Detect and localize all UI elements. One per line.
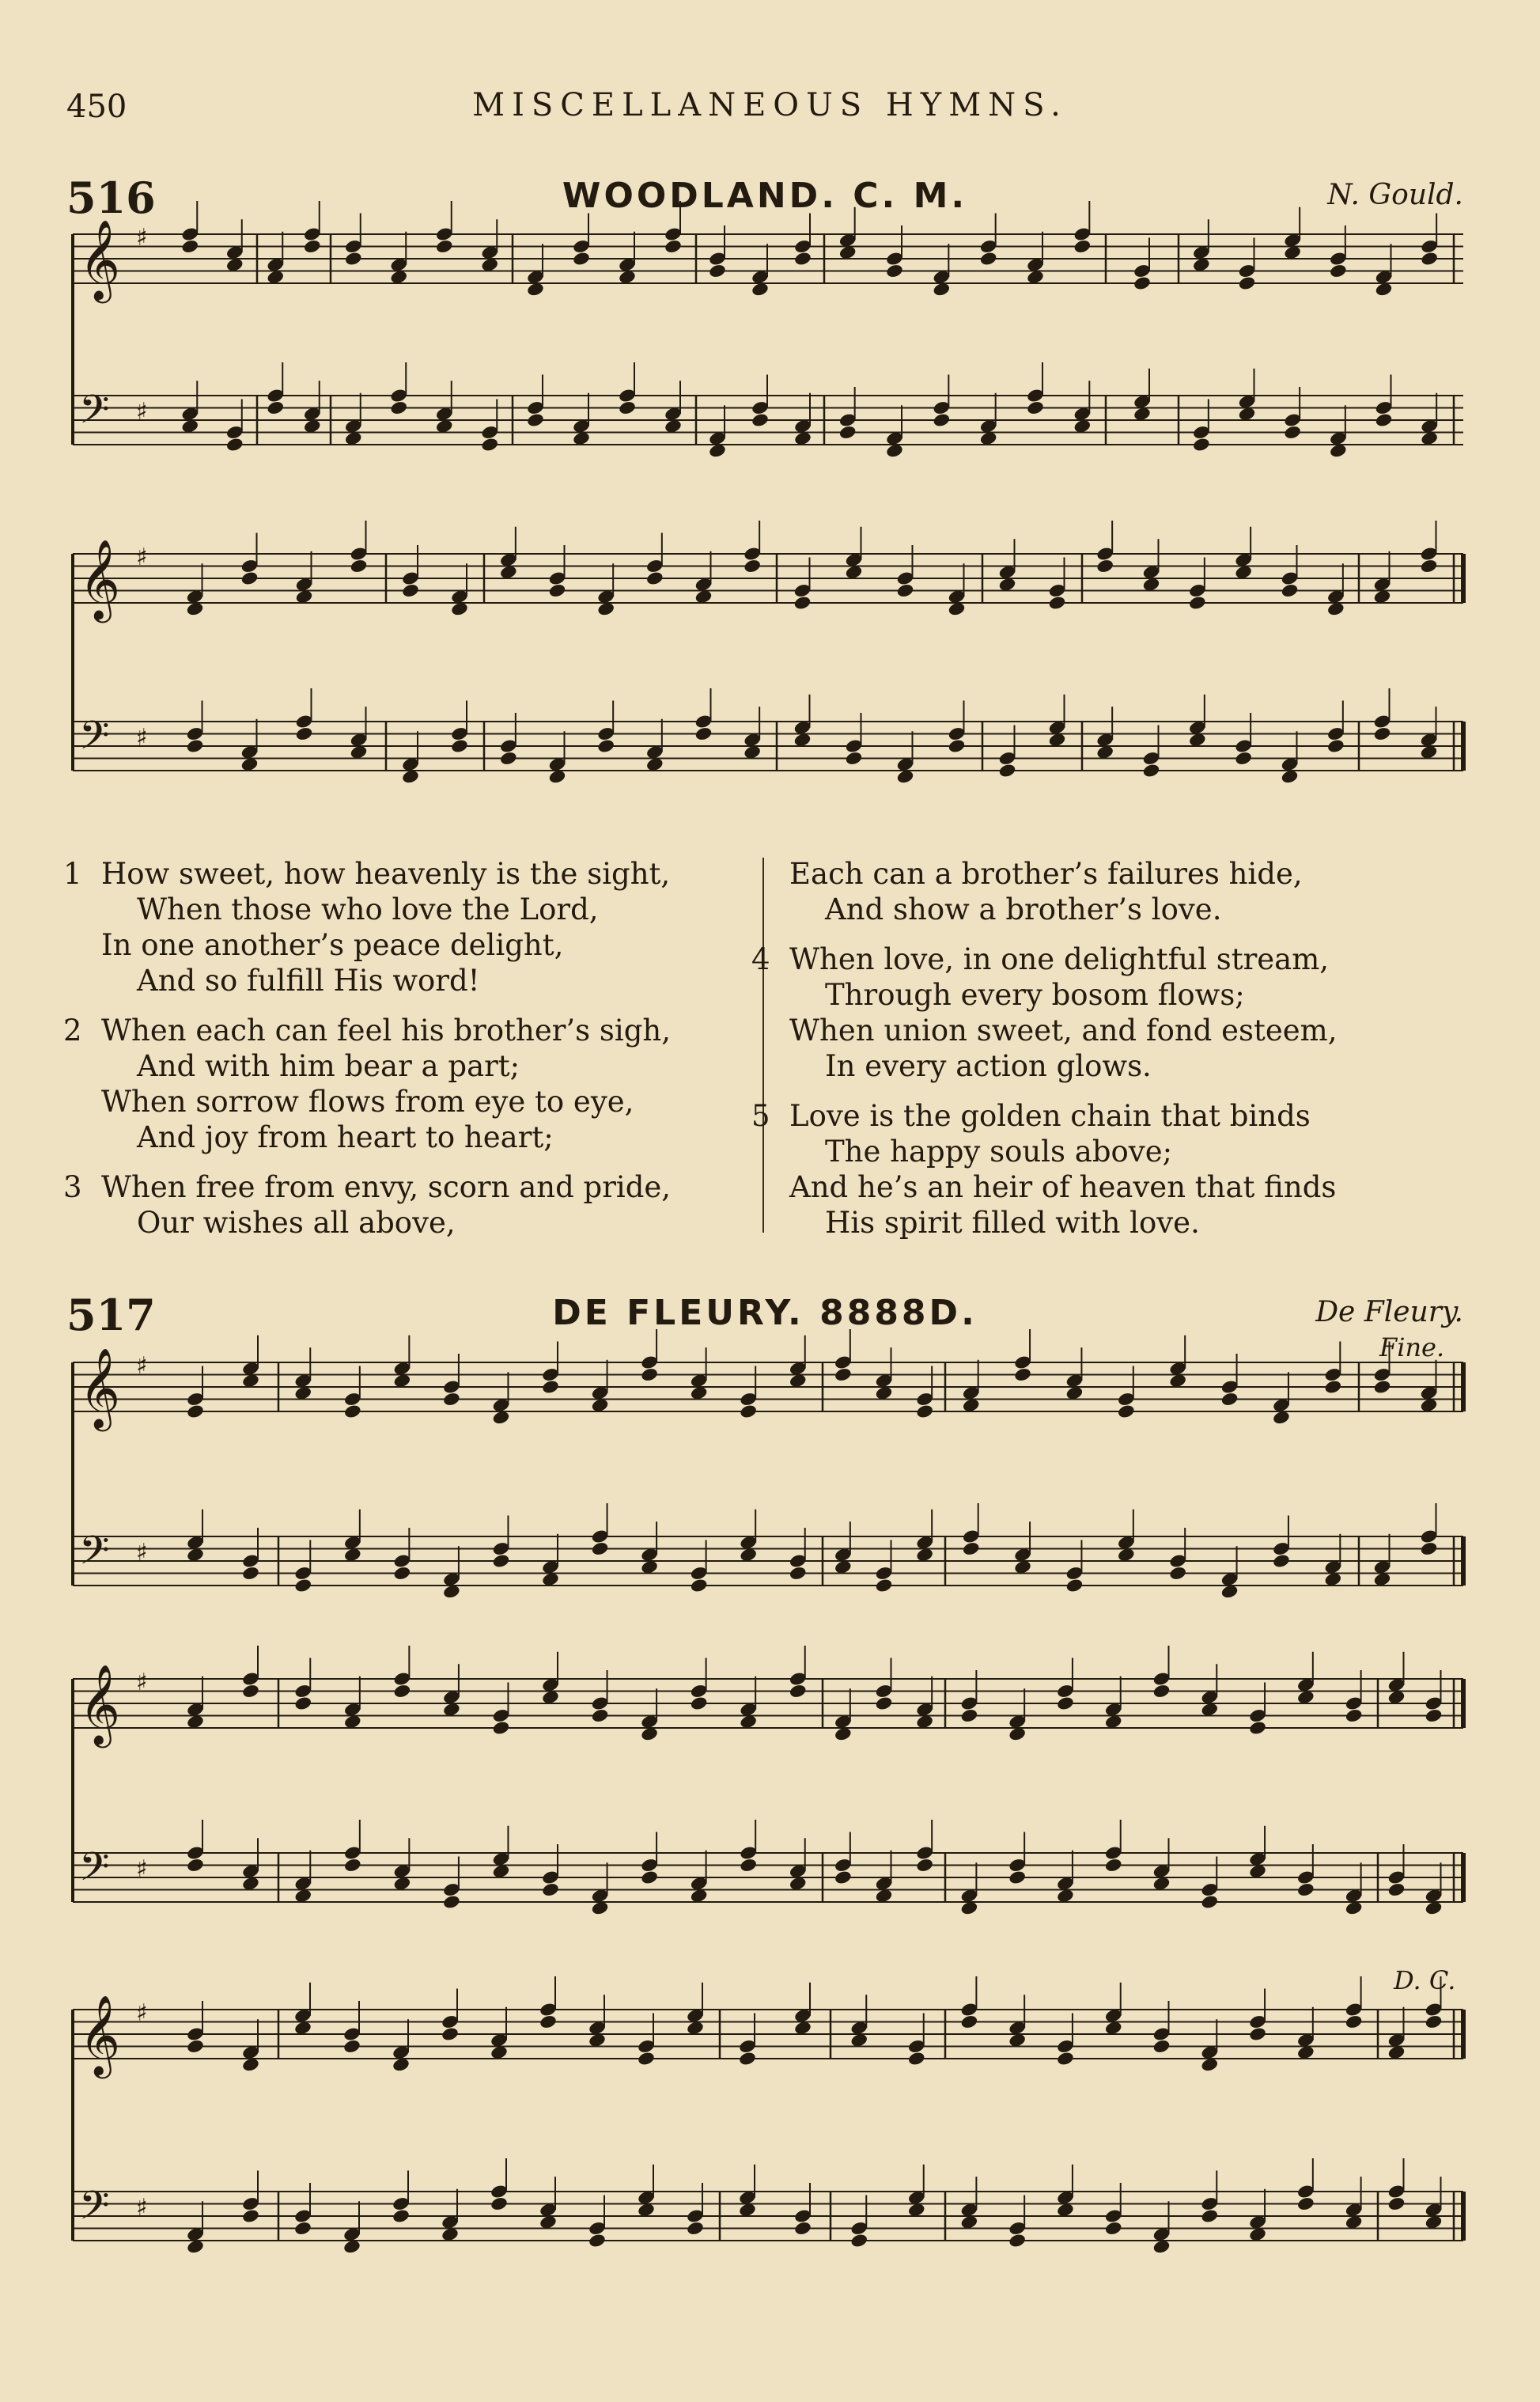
note-head bbox=[393, 1566, 412, 1582]
note-head bbox=[1073, 239, 1092, 255]
note-head bbox=[241, 1566, 260, 1582]
note-head bbox=[743, 559, 762, 574]
verse-line: Each can a brother’s failures hide, bbox=[789, 857, 1303, 891]
note-head bbox=[708, 263, 727, 279]
note-head bbox=[1425, 1708, 1444, 1724]
note-head bbox=[225, 437, 244, 453]
note-head bbox=[293, 1578, 312, 1593]
note-head bbox=[572, 251, 591, 267]
note-head bbox=[293, 2221, 312, 2237]
note-head bbox=[1192, 437, 1211, 453]
note-head bbox=[1234, 751, 1253, 767]
note-head bbox=[1387, 2196, 1406, 2212]
note-head bbox=[1188, 595, 1207, 611]
stanza-4 bbox=[751, 941, 1454, 1084]
tune-title: WOODLAND. C. M. bbox=[562, 176, 968, 216]
note-head bbox=[591, 1708, 610, 1724]
sharp-icon: ♯ bbox=[136, 1352, 148, 1380]
note-head bbox=[875, 1695, 894, 1711]
stanza-number: 3 bbox=[63, 1170, 82, 1204]
note-head bbox=[441, 2026, 460, 2042]
stanza-2 bbox=[63, 1013, 728, 1155]
composer: N. Gould. bbox=[1327, 179, 1463, 211]
note-head bbox=[1375, 412, 1394, 428]
verse-line: When sorrow flows from eye to eye, bbox=[101, 1085, 634, 1119]
note-head bbox=[618, 400, 637, 416]
note-head bbox=[442, 1894, 461, 1910]
note-head bbox=[849, 2233, 868, 2249]
verse-line: Our wishes all above, bbox=[137, 1206, 456, 1240]
note-head bbox=[548, 583, 567, 599]
note-head bbox=[480, 437, 499, 453]
note-head bbox=[1248, 2026, 1267, 2042]
note-head bbox=[393, 1684, 412, 1699]
stanza-number: 4 bbox=[751, 942, 770, 976]
treble-clef-icon: 𝄞 bbox=[79, 1347, 121, 1428]
fine-marking: Fine. bbox=[1379, 1332, 1445, 1362]
note-head bbox=[637, 2051, 656, 2067]
note-head bbox=[793, 251, 812, 267]
note-head bbox=[1420, 559, 1439, 574]
note-head bbox=[690, 1695, 709, 1711]
note-head bbox=[885, 263, 904, 279]
stanza-number: 5 bbox=[751, 1099, 770, 1133]
note-head bbox=[401, 583, 420, 599]
note-head bbox=[960, 2014, 979, 2030]
note-head bbox=[998, 763, 1017, 779]
column-divider bbox=[762, 858, 764, 1233]
verse-line: Through every bosom flows; bbox=[825, 978, 1245, 1012]
note-head bbox=[1048, 595, 1067, 611]
treble-clef-icon: 𝄞 bbox=[79, 1663, 121, 1745]
sharp-icon: ♯ bbox=[136, 224, 148, 252]
note-head bbox=[1117, 1404, 1136, 1419]
verse-line: And he’s an heir of heaven that finds bbox=[789, 1170, 1337, 1204]
note-head bbox=[492, 1553, 511, 1569]
note-head bbox=[896, 583, 915, 599]
sharp-icon: ♯ bbox=[136, 398, 148, 426]
note-head bbox=[392, 2208, 411, 2224]
note-head bbox=[690, 1578, 709, 1593]
tune-title: DE FLEURY. 8888D. bbox=[552, 1293, 978, 1333]
verse-line: 5 Love is the golden chain that binds bbox=[751, 1099, 1311, 1133]
sharp-icon: ♯ bbox=[136, 544, 148, 571]
note-head bbox=[344, 251, 363, 267]
stanza-number: 1 bbox=[63, 857, 82, 891]
dc-marking: D. C. bbox=[1394, 1965, 1456, 1995]
verse-column-right bbox=[751, 856, 1454, 1255]
note-head bbox=[1296, 1882, 1315, 1898]
verse-line: And show a brother’s love. bbox=[825, 892, 1222, 926]
note-head bbox=[596, 738, 615, 754]
note-head bbox=[1272, 1553, 1291, 1569]
sharp-icon: ♯ bbox=[136, 1855, 148, 1883]
note-head bbox=[789, 1566, 808, 1582]
verse-text bbox=[63, 856, 1440, 1240]
note-head bbox=[640, 1870, 659, 1885]
note-head bbox=[186, 1858, 205, 1873]
bass-clef-icon: 𝄢 bbox=[79, 387, 110, 442]
note-head bbox=[1026, 400, 1045, 416]
note-head bbox=[875, 1578, 894, 1593]
note-head bbox=[389, 400, 408, 416]
note-head bbox=[186, 1404, 205, 1419]
note-head bbox=[442, 1392, 461, 1407]
bass-clef-icon: 𝄢 bbox=[79, 713, 110, 768]
note-head bbox=[834, 1870, 853, 1885]
hymn-number: 517 bbox=[66, 1290, 156, 1340]
note-head bbox=[1133, 275, 1152, 291]
note-head bbox=[739, 1858, 758, 1873]
stanza-3 bbox=[63, 1169, 728, 1241]
stanza-5 bbox=[751, 1098, 1454, 1241]
bass-clef-icon: 𝄢 bbox=[79, 1528, 110, 1583]
note-head bbox=[1056, 2051, 1075, 2067]
note-head bbox=[526, 412, 545, 428]
note-head bbox=[645, 570, 664, 586]
note-head bbox=[342, 2039, 361, 2055]
note-head bbox=[1200, 1894, 1219, 1910]
note-head bbox=[343, 1404, 362, 1419]
note-head bbox=[915, 1858, 934, 1873]
note-head bbox=[962, 1541, 981, 1557]
verse-line: 1 How sweet, how heavenly is the sight, bbox=[63, 857, 671, 891]
stanza-number: 2 bbox=[63, 1013, 82, 1048]
note-head bbox=[738, 2051, 757, 2067]
note-head bbox=[1065, 1578, 1084, 1593]
sharp-icon: ♯ bbox=[136, 1669, 148, 1696]
note-head bbox=[1200, 2208, 1219, 2224]
note-head bbox=[838, 425, 857, 441]
note-head bbox=[539, 2014, 558, 2030]
note-head bbox=[640, 1367, 659, 1383]
verse-line: 3 When free from envy, scorn and pride, bbox=[63, 1170, 672, 1204]
note-head bbox=[915, 1404, 934, 1419]
note-head bbox=[1345, 2014, 1364, 2030]
verse-line: 4 When love, in one delightful stream, bbox=[751, 942, 1330, 976]
note-head bbox=[1152, 1684, 1171, 1699]
note-head bbox=[1283, 425, 1302, 441]
note-head bbox=[907, 2051, 926, 2067]
note-head bbox=[435, 239, 454, 255]
note-head bbox=[845, 751, 864, 767]
verse-line: And joy from heart to heart; bbox=[137, 1120, 554, 1154]
note-head bbox=[350, 559, 369, 574]
note-head bbox=[1281, 583, 1300, 599]
bass-clef-icon: 𝄢 bbox=[79, 1844, 110, 1900]
note-head bbox=[490, 2196, 509, 2212]
treble-clef-icon: 𝄞 bbox=[79, 1994, 121, 2075]
note-head bbox=[979, 251, 998, 267]
note-head bbox=[1142, 763, 1161, 779]
note-head bbox=[266, 400, 285, 416]
verse-line: The happy souls above; bbox=[825, 1135, 1173, 1169]
verse-line: And with him bear a part; bbox=[137, 1049, 520, 1083]
note-head bbox=[664, 239, 683, 255]
note-head bbox=[686, 2221, 705, 2237]
note-head bbox=[1013, 1367, 1032, 1383]
verse-line: His spirit filled with love. bbox=[825, 1206, 1200, 1240]
verse-line: In every action glows. bbox=[825, 1049, 1152, 1083]
note-head bbox=[1420, 1541, 1439, 1557]
sharp-icon: ♯ bbox=[136, 2194, 148, 2222]
verse-column-left bbox=[63, 856, 728, 1255]
note-head bbox=[834, 1367, 853, 1383]
note-head bbox=[295, 726, 314, 742]
treble-clef-icon: 𝄞 bbox=[79, 538, 121, 619]
note-head bbox=[499, 751, 518, 767]
note-head bbox=[1104, 2221, 1123, 2237]
note-head bbox=[1329, 263, 1348, 279]
note-head bbox=[1152, 2039, 1171, 2055]
note-head bbox=[541, 1882, 560, 1898]
note-head bbox=[1095, 559, 1114, 574]
note-head bbox=[694, 726, 713, 742]
stanza-1 bbox=[63, 856, 728, 998]
note-head bbox=[793, 2221, 812, 2237]
note-head bbox=[588, 2233, 607, 2249]
note-head bbox=[960, 1708, 979, 1724]
note-head bbox=[1296, 2196, 1315, 2212]
page-number: 450 bbox=[66, 89, 127, 125]
sharp-icon: ♯ bbox=[136, 724, 148, 752]
note-head bbox=[1373, 1379, 1392, 1395]
note-head bbox=[186, 738, 205, 754]
note-head bbox=[293, 1695, 312, 1711]
note-head bbox=[751, 412, 770, 428]
note-head bbox=[1420, 251, 1439, 267]
note-head bbox=[241, 2208, 260, 2224]
verse-line: 2 When each can feel his brother’s sigh, bbox=[63, 1013, 672, 1048]
composer: De Fleury. bbox=[1315, 1296, 1463, 1328]
note-head bbox=[240, 570, 259, 586]
note-head bbox=[1056, 1695, 1075, 1711]
verse-line: And so fulfill His word! bbox=[137, 964, 480, 998]
note-head bbox=[1373, 726, 1392, 742]
note-head bbox=[1220, 1392, 1239, 1407]
note-head bbox=[1387, 1882, 1406, 1898]
note-head bbox=[1238, 275, 1257, 291]
note-head bbox=[303, 239, 322, 255]
hymn-number: 516 bbox=[66, 172, 156, 223]
note-head bbox=[739, 1404, 758, 1419]
note-head bbox=[933, 412, 952, 428]
verse-line: When those who love the Lord, bbox=[137, 892, 599, 926]
note-head bbox=[492, 1720, 511, 1736]
note-head bbox=[1345, 1708, 1364, 1724]
sharp-icon: ♯ bbox=[136, 1999, 148, 2027]
note-head bbox=[793, 595, 812, 611]
note-head bbox=[1008, 2233, 1027, 2249]
note-head bbox=[1168, 1566, 1187, 1582]
stanza-3-continued bbox=[789, 856, 1454, 927]
note-head bbox=[241, 1684, 260, 1699]
note-head bbox=[180, 239, 199, 255]
verse-line: In one another’s peace delight, bbox=[101, 928, 564, 962]
bass-clef-icon: 𝄢 bbox=[79, 2183, 110, 2238]
note-head bbox=[343, 1858, 362, 1873]
running-title: MISCELLANEOUS HYMNS. bbox=[472, 87, 1068, 123]
note-head bbox=[591, 1541, 610, 1557]
note-head bbox=[948, 738, 967, 754]
note-head bbox=[1104, 1858, 1123, 1873]
note-head bbox=[541, 1379, 560, 1395]
note-head bbox=[1248, 1720, 1267, 1736]
note-head bbox=[450, 738, 469, 754]
note-head bbox=[186, 2039, 205, 2055]
treble-clef-icon: 𝄞 bbox=[79, 218, 121, 300]
note-head bbox=[1425, 2014, 1444, 2030]
sharp-icon: ♯ bbox=[136, 1539, 148, 1567]
verse-line: When union sweet, and fond esteem, bbox=[789, 1013, 1338, 1048]
note-head bbox=[1324, 1379, 1343, 1395]
note-head bbox=[1326, 738, 1345, 754]
note-head bbox=[789, 1684, 808, 1699]
note-head bbox=[1008, 1870, 1027, 1885]
